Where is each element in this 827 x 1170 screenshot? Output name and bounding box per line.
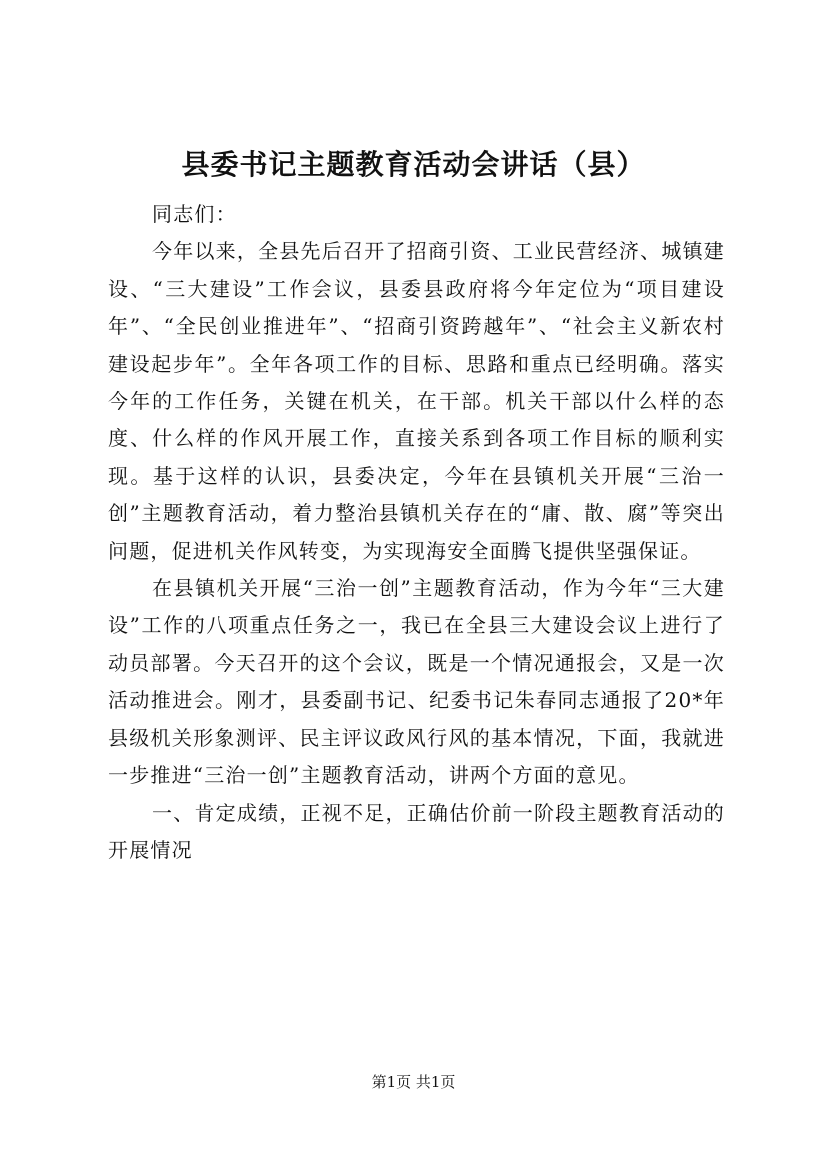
section-heading-one: 一、肯定成绩，正视不足，正确估价前一阶段主题教育活动的开展情况 [108, 800, 725, 862]
paragraph-intro: 今年以来，全县先后召开了招商引资、工业民营经济、城镇建设、“三大建设”工作会议，县委县政府将今年定位为“项目建设年”、“全民创业推进年”、“招商引资跨越年”、“社会主义新农村建设起步年”。全年各项工作的目标、思路和重点已经明确。落实今年的工作任务，关键在机关，在干部。机关干部以什么样的态度、什么样的作风开展工作，直接关系到各项工作目标的顺利实现。基于这样的认识，县委决定，今年在县镇机关开展“三治一创”主题教育活动，着力整治县镇机关存在的“庸、散、腐”等突出问题，促进机关作风转变，为实现海安全面腾飞提供坚强保证。 [108, 239, 725, 563]
salutation: 同志们： [152, 202, 237, 226]
paragraph-meeting: 在县镇机关开展“三治一创”主题教育活动，作为今年“三大建设”工作的八项重点任务之一，我已在全县三大建设会议上进行了动员部署。今天召开的这个会议，既是一个情况通报会，又是一次活动推进会。刚才，县委副书记、纪委书记朱春同志通报了20*年县级机关形象测评、民主评议政风行风的基本情况，下面，我就进一步推进“三治一创”主题教育活动，讲两个方面的意见。 [108, 576, 725, 788]
document-title: 县委书记主题教育活动会讲话（县） [181, 148, 646, 181]
page-number: 第1页 共1页 [371, 1073, 456, 1091]
document-body [108, 196, 725, 869]
